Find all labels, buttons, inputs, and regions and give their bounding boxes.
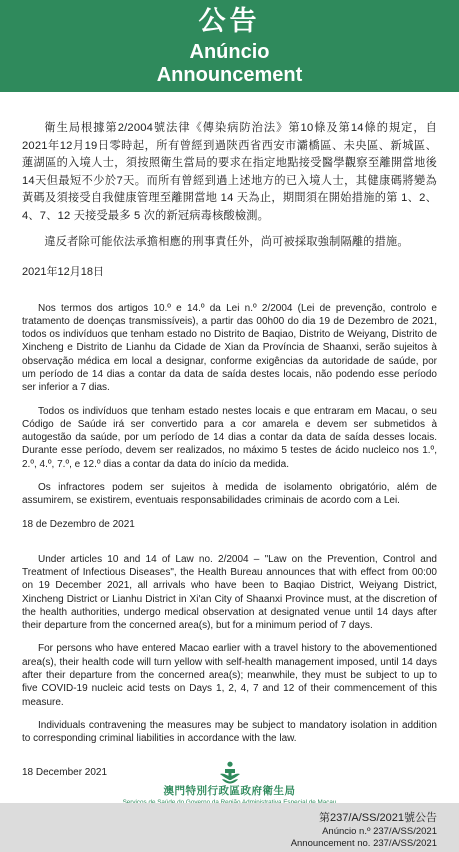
chinese-date: 2021年12月18日 — [22, 265, 104, 278]
reference-number-chinese: 第237/A/SS/2021號公告 — [318, 812, 437, 824]
portuguese-paragraph-1: Nos termos dos artigos 10.º e 14.º da Lei n.º 2/2004 (Lei de prevenção, controlo e tratamento de doenças transmissíveis), a partir das 00h00 do dia 19 de Dezembro de 2021, todos os indivíduos que tenham estado no Distrito de Baqiao, Distrito de Weiyang, Distrito de Xincheng e Distrito de Lianhu da Cidade de Xian da Província de Shaanxi, serão sujeitos à observação médica em local a designar, conforme exigências da autoridade de saúde, por um período de 14 dias a contar da data de saída destes locais, não podendo esse período ser inferior a 7 dias. — [22, 302, 437, 394]
english-paragraph-3: Individuals contravening the measures may be subject to mandatory isolation in addition to corresponding criminal liabilities in accordance with the law. — [22, 719, 437, 745]
announcement-body — [22, 120, 437, 779]
english-date: 18 December 2021 — [22, 766, 108, 778]
english-paragraph-2: For persons who have entered Macao earlier with a travel history to the abovementioned area(s), their health code will turn yellow with self-health management imposed, until 14 days after their departure from the concerned area(s); meanwhile, they must be subject to up to five COVID-19 nucleic acid tests on Days 1, 2, 4, 7 and 12 of their commencement of this measure. — [22, 643, 437, 708]
chinese-paragraph-1: 衛生局根據第2/2004號法律《傳染病防治法》第10條及第14條的規定，自2021年12月19日零時起，所有曾經到過陝西省西安市灞橋區、未央區、新城區、蓮湖區的入境人士，須按照衛生當局的要求在指定地點接受醫學觀察至離開當地後14天但最短不少於7天。而所有曾經到過上述地方的已入境人士，其健康碼將變為黃碼及須接受自我健康管理至離開當地 14 天為止，期間須在開始措施的第 1、2、4、7、12 天接受最多 5 次的新冠病毒核酸檢測。 — [22, 122, 437, 222]
reference-band — [0, 803, 459, 852]
announcement-header — [0, 0, 459, 92]
portuguese-paragraph-3: Os infractores podem ser sujeitos à medida de isolamento obrigatório, além de assumirem, se existirem, eventuais responsabilidades criminais de acordo com a Lei. — [22, 482, 437, 507]
health-bureau-logo-icon — [218, 760, 242, 784]
chinese-paragraph-2: 違反者除可能依法承擔相應的刑事責任外，尚可被採取強制隔離的措施。 — [44, 236, 409, 248]
title-english: Announcement — [156, 64, 303, 86]
title-chinese: 公告 — [198, 6, 261, 36]
portuguese-date: 18 de Dezembro de 2021 — [22, 518, 135, 530]
reference-number-portuguese: Anúncio n.º 237/A/SS/2021 — [322, 826, 437, 837]
title-portuguese: Anúncio — [189, 41, 270, 63]
organization-name-chinese: 澳門特別行政區政府衛生局 — [163, 785, 296, 797]
reference-number-english: Announcement no. 237/A/SS/2021 — [290, 838, 437, 849]
portuguese-paragraph-2: Todos os indivíduos que tenham estado nestes locais e que entraram em Macau, o seu Código de Saúde irá ser convertido para a cor amarela e devem ser submetidos à autogestão da saúde, por um período de 14 dias a contar da data de saída desses locais. Durante esse período, devem ser realizados, no máximo 5 testes de ácido nucleico nos 1.º, 2.º, 4.º, 7.º, e 12.º dias a contar da data do início da medida. — [22, 405, 437, 470]
english-paragraph-1: Under articles 10 and 14 of Law no. 2/2004 – "Law on the Prevention, Control and Treatment of Infectious Diseases", the Health Bureau announces that with effect from 00:00 on 19 December 2021, all arrivals who have been to Baqiao District, Weiyang District, Xincheng District or Lianhu District in Xi'an City of Shaanxi Province must, at the discretion of the health authorities, undergo medical observation at designated venue until 14 days after their departure from the concerned area(s), but for a minimum period of 7 days. — [22, 553, 437, 632]
health-bureau-signature — [0, 760, 459, 807]
